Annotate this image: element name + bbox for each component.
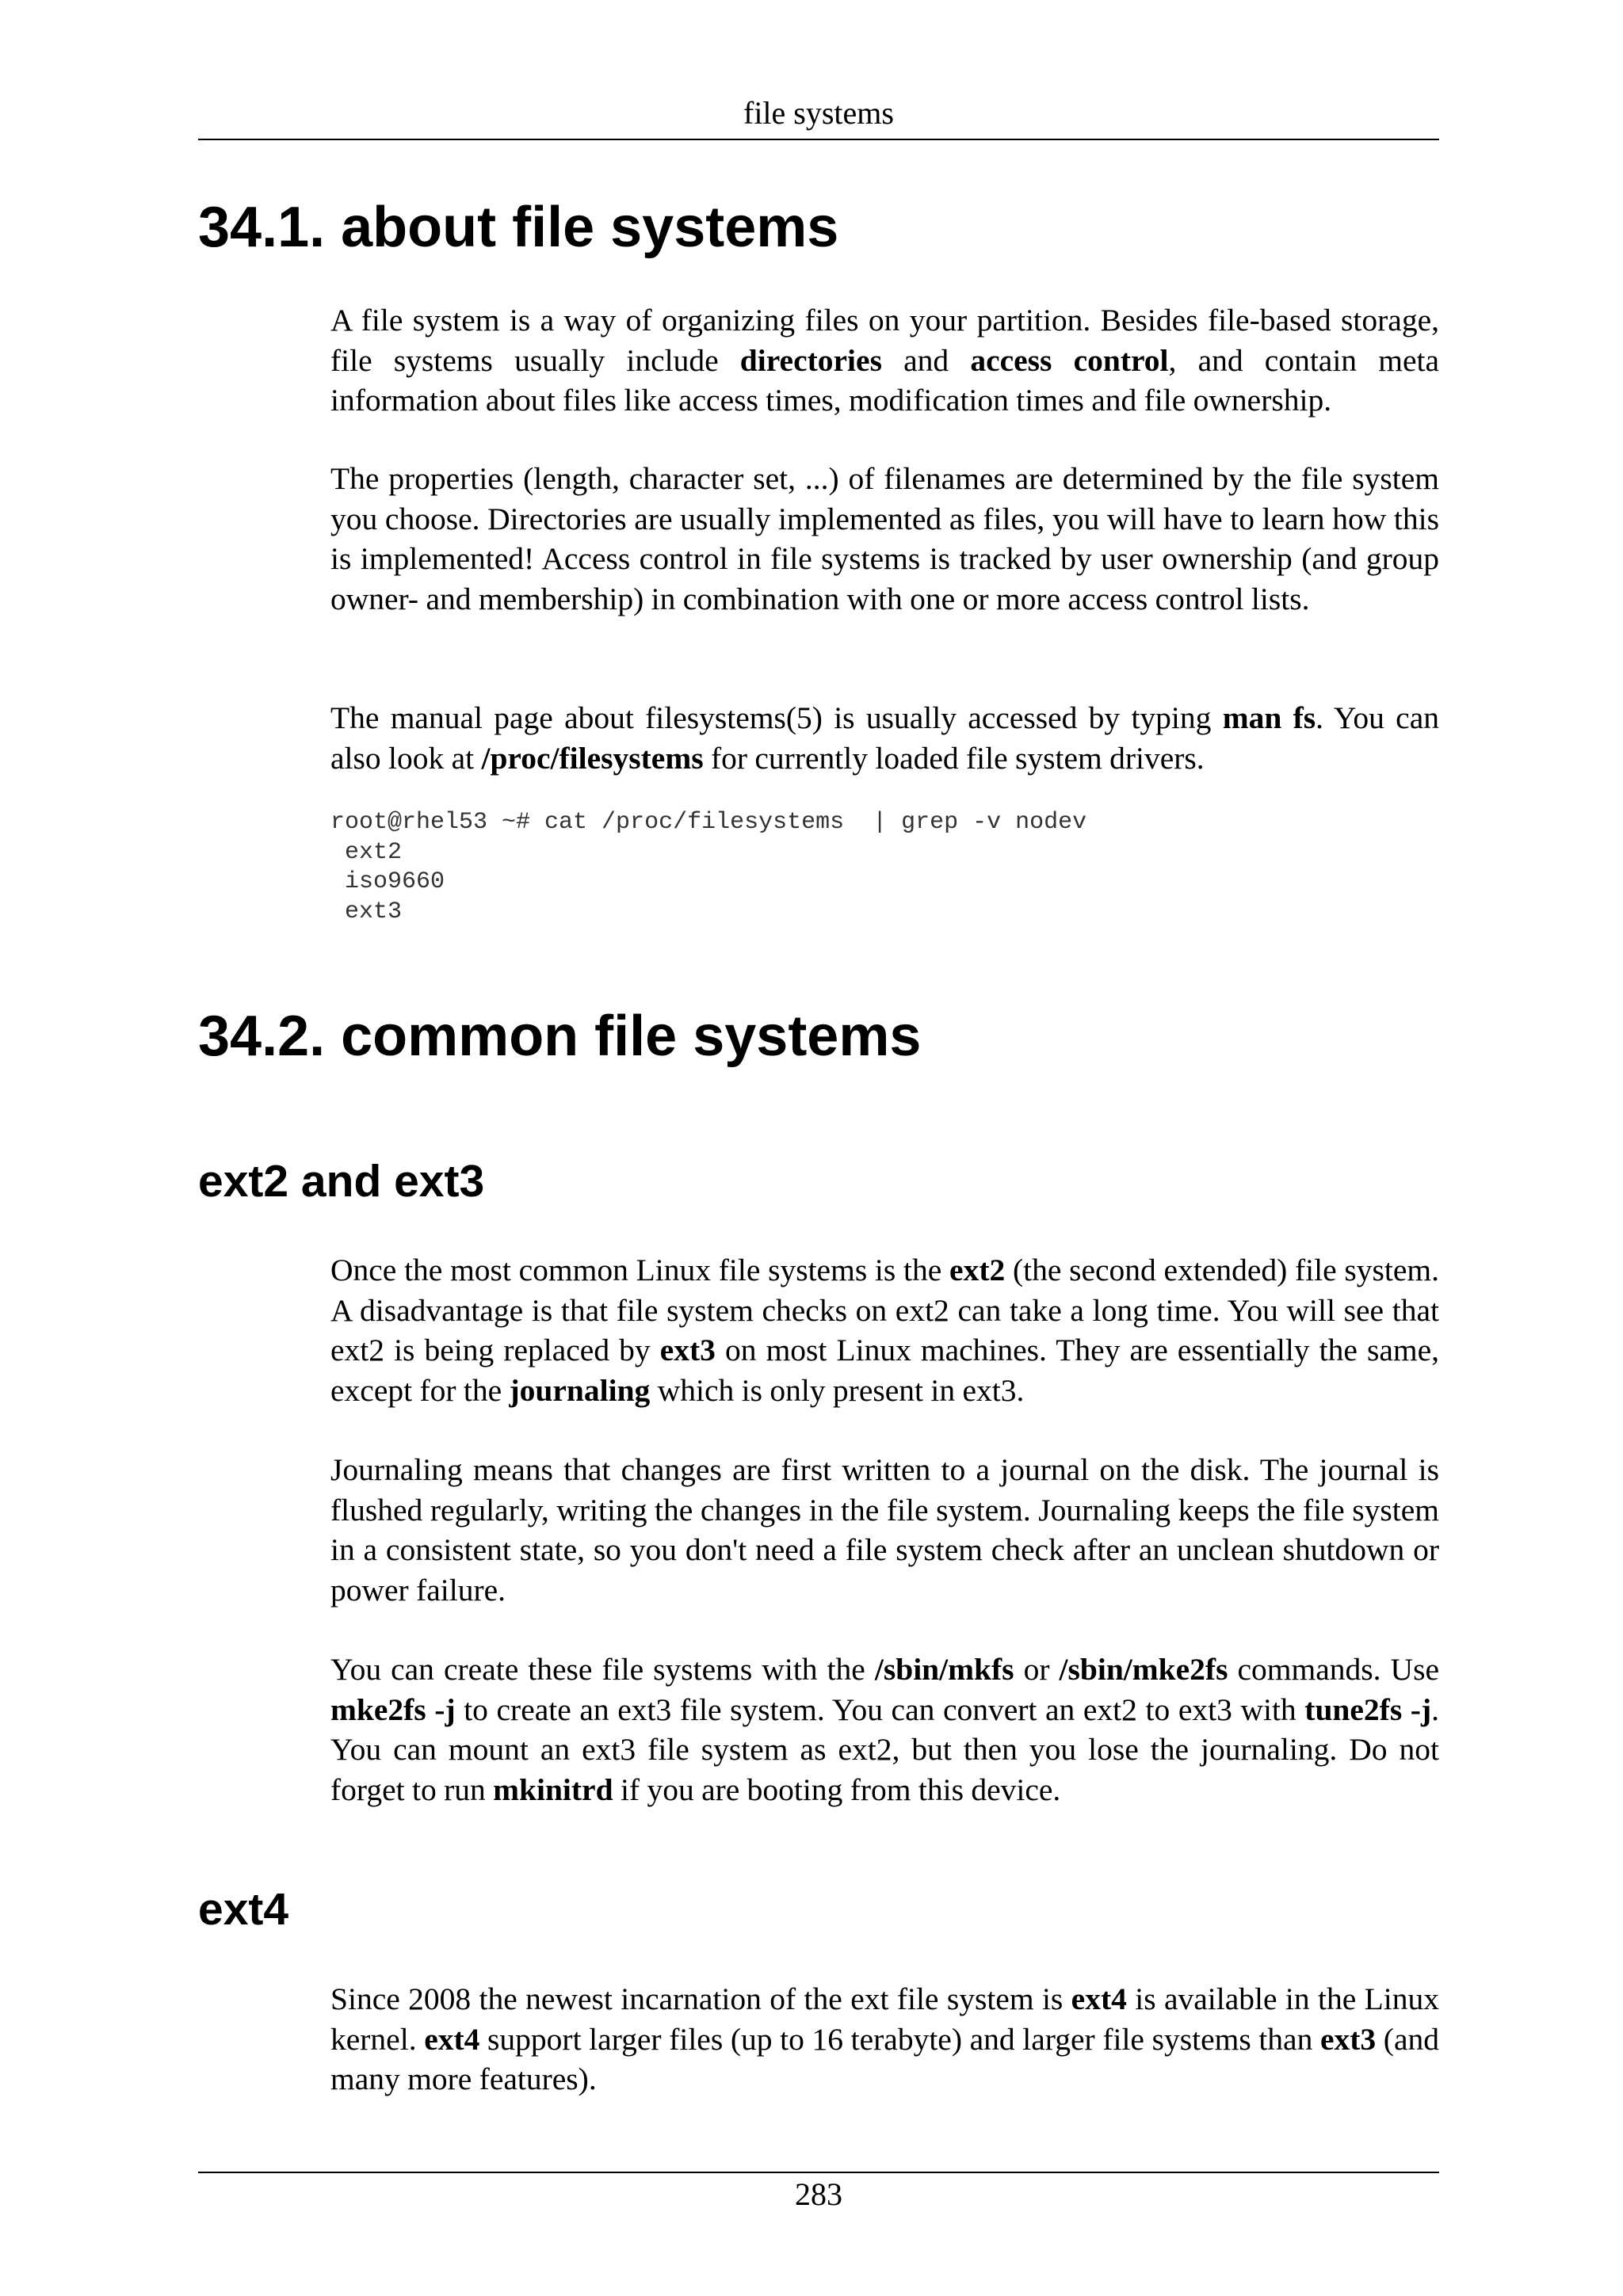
paragraph-about-1: A file system is a way of organizing files on your partition. Besides file-based storage, file systems usually include directories and access control, and contain meta information about files like access times, modification times and file ownership. [330, 303, 1439, 418]
paragraph-about-2: The properties (length, character set, ...) of filenames are determined by the file system you choose. Directories are usually implemented as files, you will have to learn how this is implemented! Access control in file systems is tracked by user ownership (and group owner- and membership) in combination with one or more access control lists. [330, 461, 1439, 616]
section-heading-about-file-systems: 34.1. about file systems [198, 196, 839, 259]
paragraph-about-3: The manual page about filesystems(5) is usually accessed by typing man fs. You can also look at /proc/filesystems for currently loaded file system drivers. [330, 700, 1439, 776]
section-heading-common-file-systems: 34.2. common file systems [198, 1005, 922, 1068]
page-number: 283 [795, 2176, 842, 2212]
paragraph-ext23-2: Journaling means that changes are first written to a journal on the disk. The journal is flushed regularly, writing the changes in the file system. Journaling keeps the file system in a consistent state, so you don't need a file system check after an unclean shutdown or power failure. [330, 1452, 1439, 1608]
subheading-ext4: ext4 [198, 1884, 289, 1935]
paragraph-ext4-1: Since 2008 the newest incarnation of the ext file system is ext4 is available in the Linux kernel. ext4 support larger files (up to 16 terabyte) and larger file systems than ext3 (and many more features). [330, 1981, 1439, 2096]
running-header: file systems [743, 95, 894, 131]
paragraph-ext23-3: You can create these file systems with the /sbin/mkfs or /sbin/mke2fs commands. Use mke2fs -j to create an ext3 file system. You can convert an ext2 to ext3 with tune2fs -j. You can mount an ext3 file system as ext2, but then you lose the journaling. Do not forget to run mkinitrd if you are booting from this device. [330, 1652, 1439, 1807]
subheading-ext2-and-ext3: ext2 and ext3 [198, 1156, 485, 1207]
header-rule [198, 139, 1439, 140]
footer-rule [198, 2172, 1439, 2173]
paragraph-ext23-1: Once the most common Linux file systems is the ext2 (the second extended) file system. A disadvantage is that file system checks on ext2 can take a long time. You will see that ext2 is being replaced by ext3 on most Linux machines. They are essentially the same, except for the journaling which is only present in ext3. [330, 1253, 1439, 1408]
code-block-proc-filesystems: root@rhel53 ~# cat /proc/filesystems | grep -v nodev ext2 iso9660 ext3 [330, 809, 1087, 925]
